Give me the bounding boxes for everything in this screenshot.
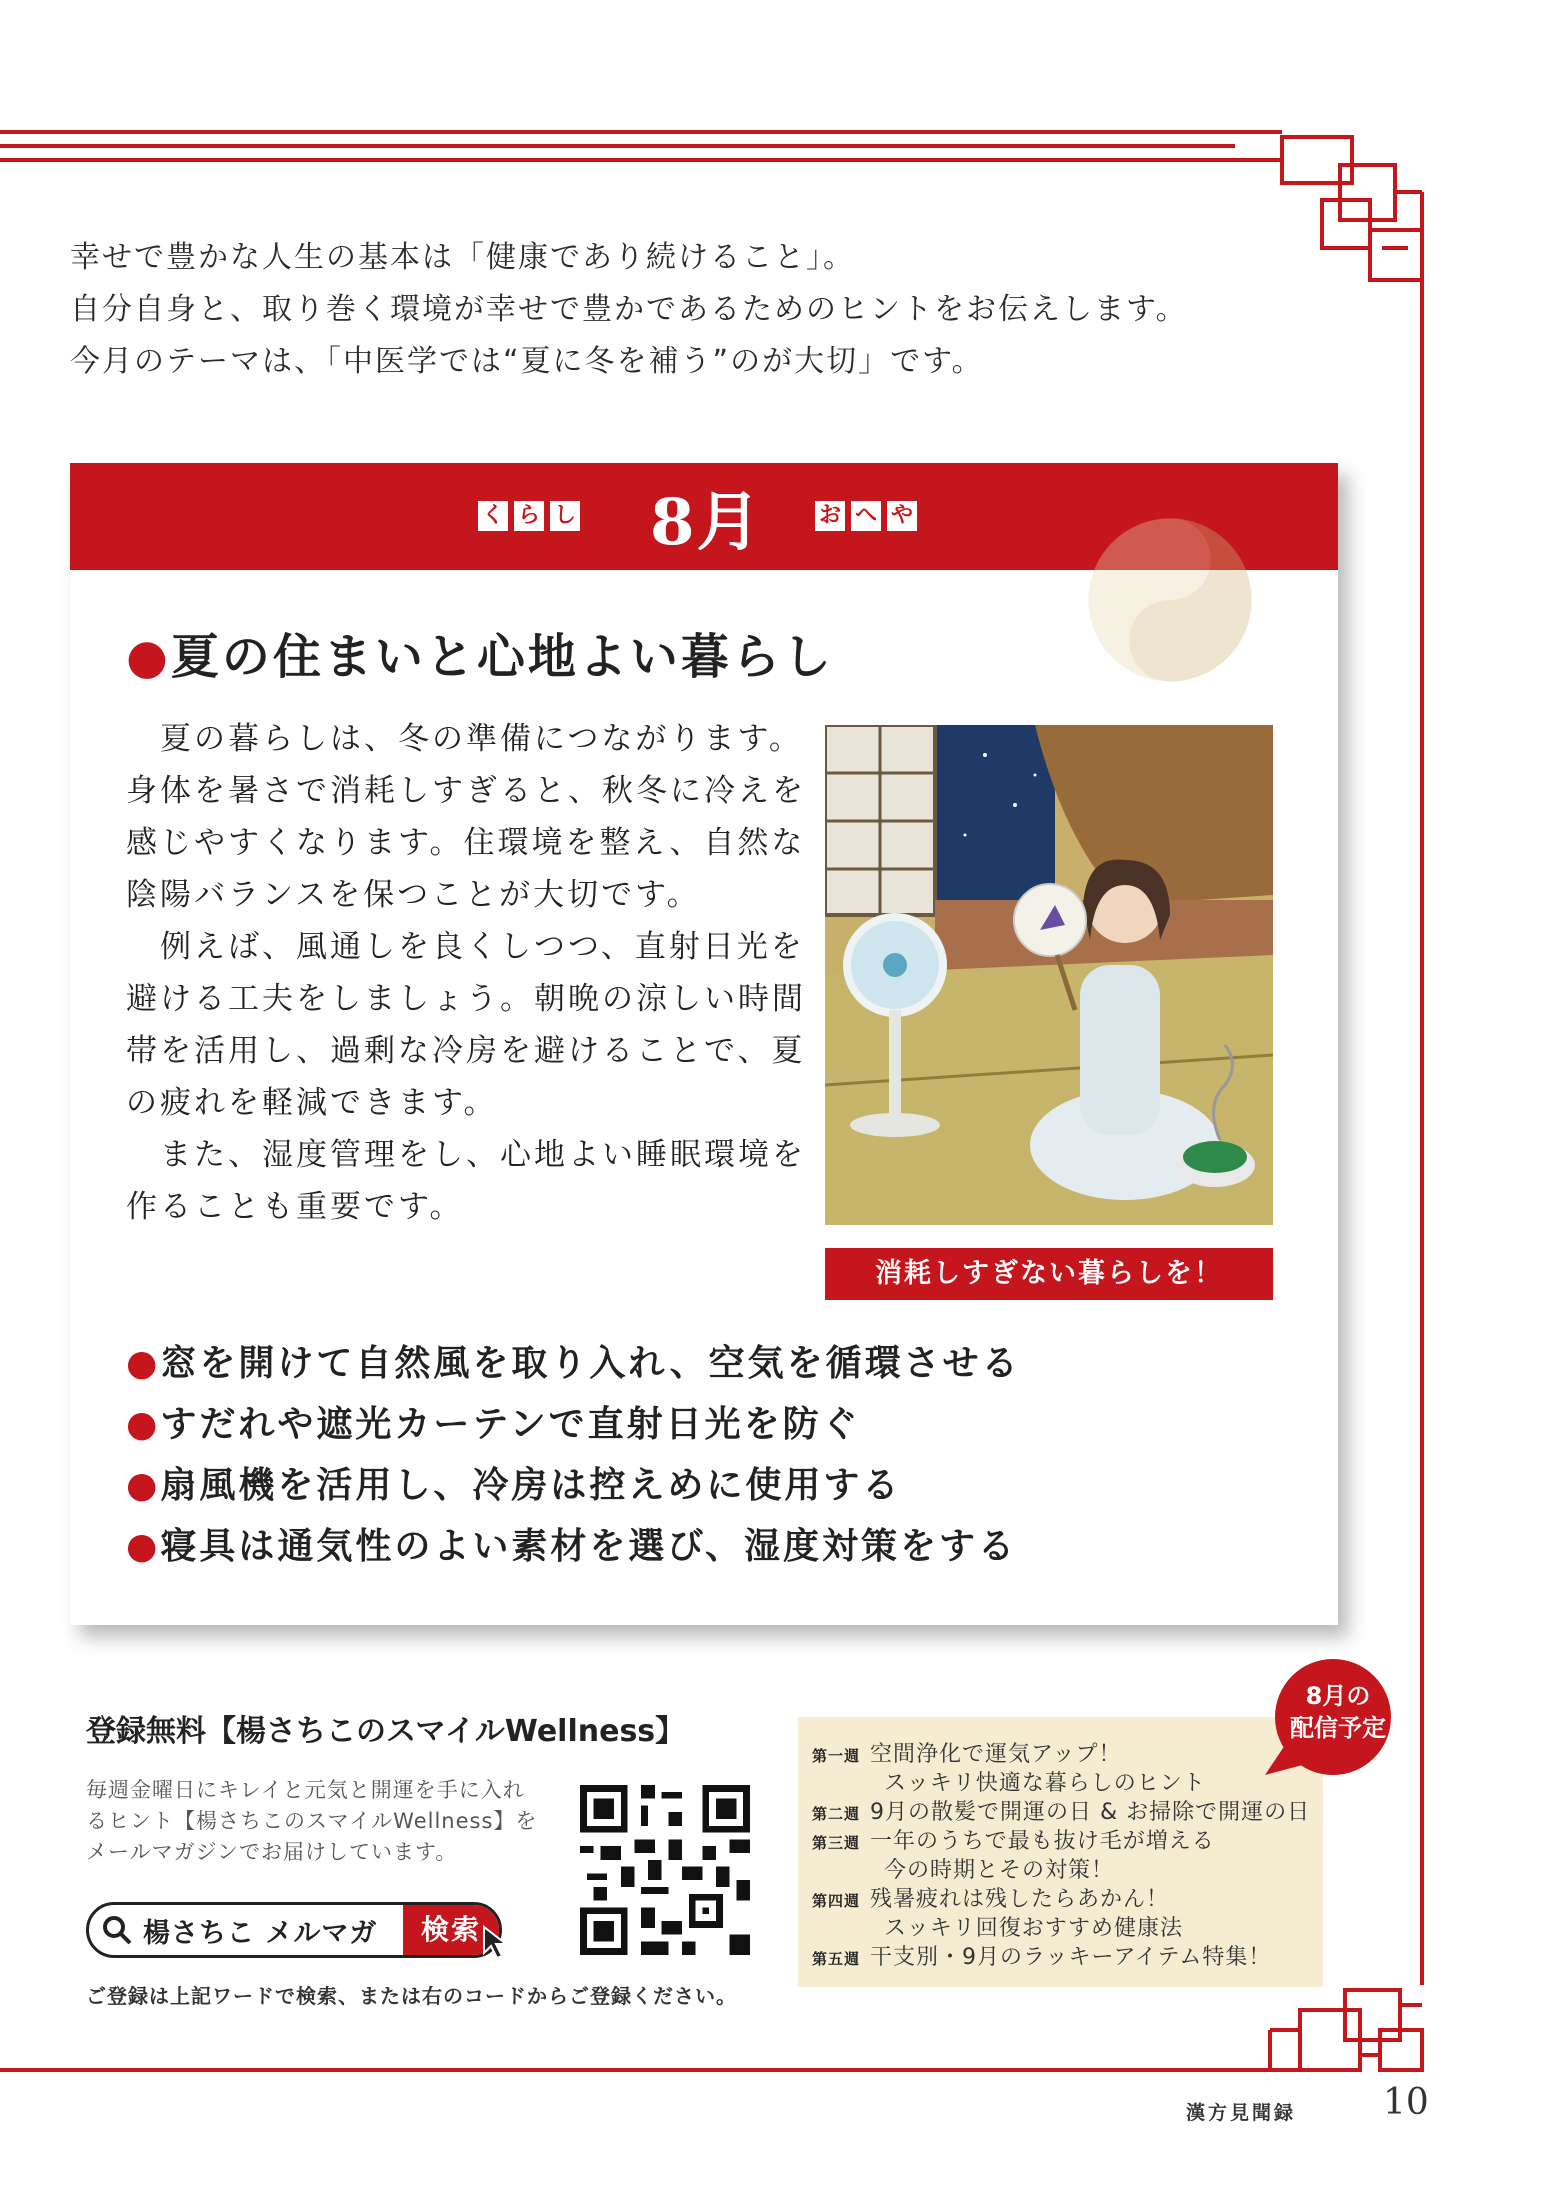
article-title: ●夏の住まいと心地よい暮らし <box>126 629 834 685</box>
registration-title: 登録無料【楊さちこのスマイルWellness】 <box>86 1714 686 1749</box>
search-query: 楊さちこ メルマガ <box>143 1918 378 1949</box>
schedule-row: 第三週 一年のうちで最も抜け毛が増える <box>812 1829 1215 1854</box>
summer-room-illustration <box>825 725 1273 1225</box>
intro-line-1: 幸せで豊かな人生の基本は「健康であり続けること」。 <box>70 240 855 275</box>
schedule-row-cont: スッキリ回復おすすめ健康法 <box>884 1916 1184 1941</box>
schedule-row: 第五週 干支別・9月のラッキーアイテム特集！ <box>812 1945 1272 1970</box>
tag-char: お <box>815 501 845 531</box>
magazine-name: 漢方見聞録 <box>1186 2102 1297 2124</box>
search-button[interactable]: 検索 <box>403 1905 499 1955</box>
page-number: 10 <box>1383 2082 1429 2123</box>
month-title: 8月 <box>650 485 763 560</box>
schedule-row-cont: 今の時期とその対策！ <box>884 1858 1115 1883</box>
article-body <box>126 713 816 1233</box>
list-item: ●寝具は通気性のよい素材を選び、湿度対策をする <box>126 1526 1017 1567</box>
schedule-row: 第四週 残暑疲れは残したらあかん！ <box>812 1887 1170 1912</box>
oheya-tag <box>815 501 917 531</box>
registration-note: ご登録は上記ワードで検索、または右のコードからご登録ください。 <box>86 1984 737 2008</box>
paragraph: 例えば、風通しを良くしつつ、直射日光を避ける工夫をしましょう。朝晩の涼しい時間帯を活用し、過剰な冷房を避けることで、夏の疲れを軽減できます。 <box>126 929 806 1121</box>
schedule-row-cont: スッキリ快適な暮らしのヒント <box>884 1771 1206 1796</box>
tag-char: や <box>887 501 917 531</box>
intro-line-3: 今月のテーマは、「中医学では“夏に冬を補う”のが大切」です。 <box>70 344 984 379</box>
search-box[interactable] <box>86 1902 502 1958</box>
kurashi-tag <box>478 501 580 531</box>
list-item: ●窓を開けて自然風を取り入れ、空気を循環させる <box>126 1343 1021 1384</box>
paragraph: また、湿度管理をし、心地よい睡眠環境を作ることも重要です。 <box>126 1137 806 1225</box>
article-card <box>70 463 1338 1625</box>
search-icon <box>101 1914 133 1946</box>
yin-yang-icon <box>1085 515 1255 685</box>
tag-char: へ <box>851 501 881 531</box>
schedule-row: 第二週 9月の散髪で開運の日 & お掃除で開運の日 <box>812 1800 1311 1825</box>
intro-line-2: 自分自身と、取り巻く環境が幸せで豊かであるためのヒントをお伝えします。 <box>70 292 1188 327</box>
registration-description: 毎週金曜日にキレイと元気と開運を手に入れるヒント【楊さちこのスマイルWellness】をメールマガジンでお届けしています。 <box>86 1778 538 1864</box>
tag-char: ら <box>514 501 544 531</box>
tips-list <box>126 1333 1021 1577</box>
delivery-schedule <box>798 1717 1323 1987</box>
list-item: ●扇風機を活用し、冷房は控えめに使用する <box>126 1465 902 1506</box>
tag-char: く <box>478 501 508 531</box>
tag-char: し <box>550 501 580 531</box>
illustration-caption: 消耗しすぎない暮らしを！ <box>825 1248 1273 1300</box>
qr-code[interactable] <box>580 1785 750 1955</box>
list-item: ●すだれや遮光カーテンで直射日光を防ぐ <box>126 1404 861 1445</box>
cursor-icon <box>482 1925 512 1961</box>
paragraph: 夏の暮らしは、冬の準備につながります。身体を暑さで消耗しすぎると、秋冬に冷えを感じやすくなります。住環境を整え、自然な陰陽バランスを保つことが大切です。 <box>126 721 806 913</box>
schedule-row: 第一週 空間浄化で運気アップ！ <box>812 1742 1122 1767</box>
intro-text <box>70 232 1188 388</box>
bubble-text: 8月の 配信予定 <box>1290 1682 1386 1742</box>
